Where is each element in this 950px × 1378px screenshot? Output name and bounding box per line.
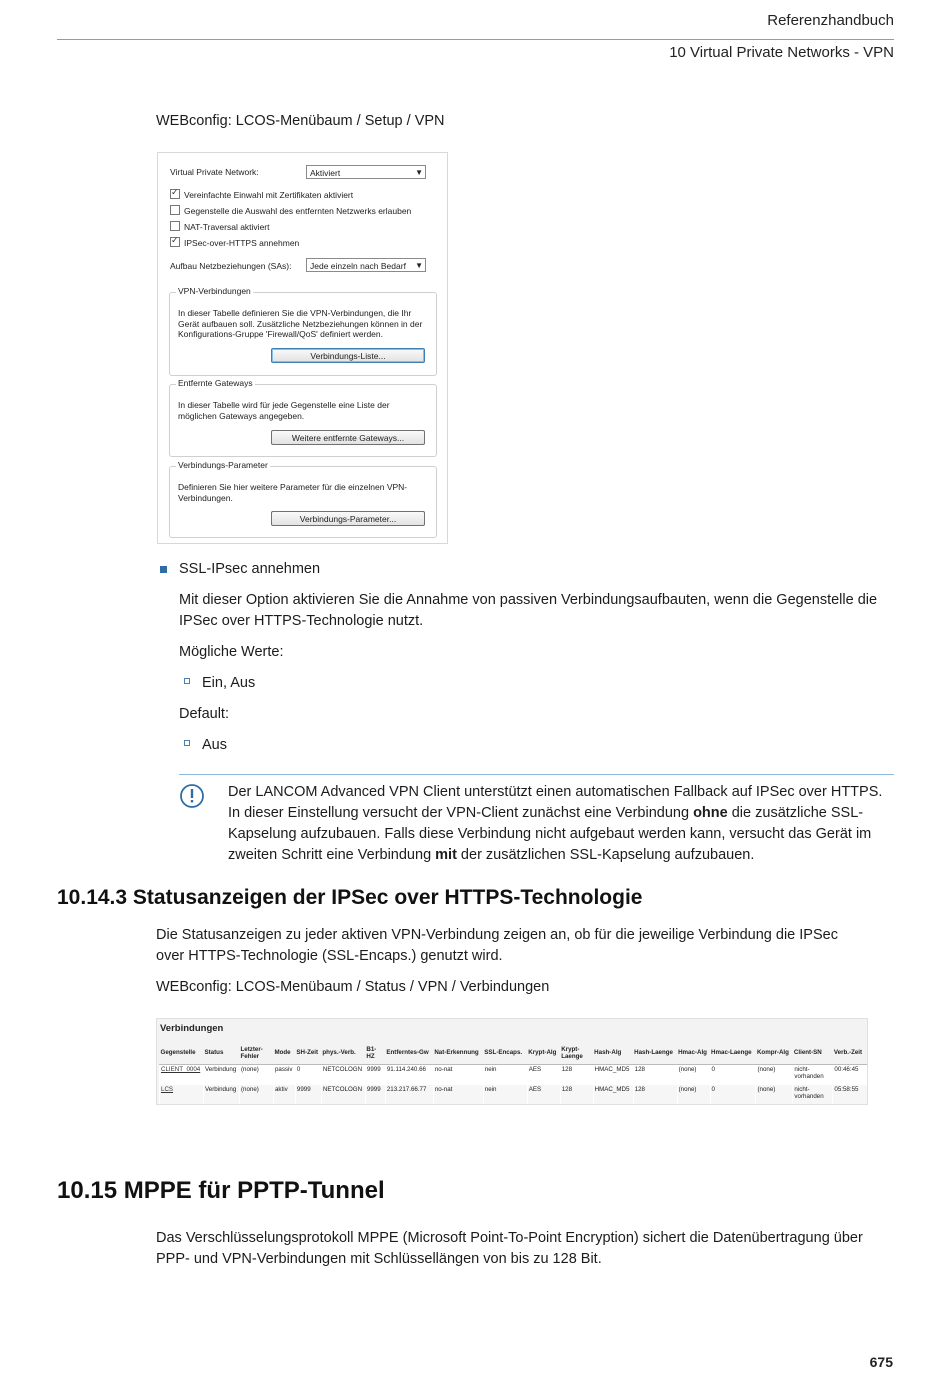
menu-path: WEBconfig: LCOS-Menübaum / Status / VPN / Verbindungen [156,979,550,995]
group-description: Definieren Sie hier weitere Parameter für die einzelnen VPN-Verbindungen. [178,482,408,503]
column-header[interactable]: Verb.-Zeit [833,1041,867,1065]
checkbox-unchecked[interactable] [170,205,180,215]
group-legend: Entfernte Gateways [178,378,253,388]
column-header[interactable]: Client-SN [793,1041,833,1065]
vpn-status-screenshot [156,1018,868,1105]
table-cell: 9999 [295,1085,321,1105]
section-heading: 10.15 MPPE für PPTP-Tunnel [57,1177,385,1204]
group-remote-gateways [169,378,437,457]
default-label: Default: [179,706,229,722]
table-row [160,1065,868,1086]
column-header[interactable]: Krypt-Alg [527,1041,560,1065]
peer-link[interactable]: CLIENT_0004 [160,1065,204,1086]
table-cell: (none) [756,1085,793,1105]
header-divider [57,39,894,40]
column-header[interactable]: B1-HZ [365,1041,385,1065]
table-cell: 0 [710,1065,756,1086]
table-cell: (none) [677,1085,710,1105]
column-header[interactable]: Hash-Laenge [633,1041,677,1065]
table-cell: 9999 [365,1065,385,1086]
table-cell: 00:46:45 [833,1065,867,1086]
menu-path: WEBconfig: LCOS-Menübaum / Setup / VPN [156,113,445,129]
note-text [228,782,896,866]
page-number: 675 [869,1354,893,1370]
default-value: Aus [202,737,227,753]
checkbox-checked[interactable] [170,237,180,247]
section-heading: 10.14.3 Statusanzeigen der IPSec over HTTPS-Technologie [57,886,643,909]
column-header[interactable]: Entferntes-Gw [385,1041,433,1065]
column-header[interactable]: SSL-Encaps. [483,1041,527,1065]
possible-values-label: Mögliche Werte: [179,644,284,660]
note-emphasis: mit [435,847,457,863]
table-cell: aktiv [273,1085,295,1105]
sa-label: Aufbau Netzbeziehungen (SAs): [170,261,292,271]
table-row [160,1085,868,1105]
table-cell: nein [483,1085,527,1105]
group-connection-parameters [169,460,437,538]
table-cell: 91.114.240.66 [385,1065,433,1086]
info-alert-icon [179,783,205,809]
possible-values: Ein, Aus [202,675,256,691]
note-text-part: die zusätzliche SSL-Kapselung aufzubauen. Falls diese Verbindung nicht aufgebaut werden kann, versucht das Gerät im zweiten Schritt eine Verbindung [228,805,872,863]
table-cell: (none) [756,1065,793,1086]
group-legend: VPN-Verbindungen [178,286,251,296]
table-cell: HMAC_MD5 [593,1065,633,1086]
note-divider [179,774,894,775]
column-header[interactable]: Mode [273,1041,295,1065]
checkbox-row[interactable] [170,189,353,200]
column-header[interactable]: Hash-Alg [593,1041,633,1065]
column-header[interactable]: Status [203,1041,239,1065]
table-title: Verbindungen [160,1023,224,1034]
vpn-select[interactable] [306,165,426,179]
note-text-part: Der LANCOM Advanced VPN Client unterstützt einen automatischen Fallback auf IPSec over HTTPS. In dieser Einstellung versucht der VPN-Client zunächst eine Verbindung [228,784,883,821]
table-cell: (none) [677,1065,710,1086]
section-text: Das Verschlüsselungsprotokoll MPPE (Microsoft Point-To-Point Encryption) sichert die Datenübertragung über PPP- und VPN-Verbindungen mit Schlüssellängen von bis zu 128 Bit. [156,1230,863,1267]
chapter-title: 10 Virtual Private Networks - VPN [669,44,894,61]
table-cell: 05:58:55 [833,1085,867,1105]
remote-gateways-button[interactable]: Weitere entfernte Gateways... [271,430,425,445]
table-header-row [160,1041,868,1065]
table-cell: (none) [239,1085,273,1105]
table-cell: nicht-vorhanden [793,1065,833,1086]
column-header[interactable]: phys.-Verb. [321,1041,365,1065]
checkbox-label: NAT-Traversal aktiviert [184,222,270,232]
table-cell: 128 [560,1065,593,1086]
column-header[interactable]: Hmac-Laenge [710,1041,756,1065]
table-cell: HMAC_MD5 [593,1085,633,1105]
table-cell: 9999 [365,1085,385,1105]
section-text: Die Statusanzeigen zu jeder aktiven VPN-Verbindung zeigen an, ob für die jeweilige Verbindung die IPSec over HTTPS-Technologie (SSL-Encaps.) genutzt wird. [156,927,838,964]
group-vpn-connections [169,286,437,376]
table-cell: 0 [295,1065,321,1086]
checkbox-row[interactable] [170,237,299,248]
table-cell: nein [483,1065,527,1086]
table-cell: NETCOLOGN [321,1085,365,1105]
note-text-part: der zusätzlichen SSL-Kapselung aufzubauen. [456,847,755,863]
bullet-hollow-icon [184,678,190,684]
note-emphasis: ohne [693,805,728,821]
vpn-select-value: Aktiviert [310,168,341,178]
table-cell: 213.217.66.77 [385,1085,433,1105]
table-cell: nicht-vorhanden [793,1085,833,1105]
column-header[interactable]: Letzter-Fehler [239,1041,273,1065]
column-header[interactable]: Kompr-Alg [756,1041,793,1065]
group-legend: Verbindungs-Parameter [178,460,268,470]
checkbox-checked[interactable] [170,189,180,199]
peer-link[interactable]: LCS [160,1085,204,1105]
column-header[interactable]: Nat-Erkennung [433,1041,483,1065]
column-header[interactable]: Hmac-Alg [677,1041,710,1065]
table-cell: 0 [710,1085,756,1105]
column-header[interactable]: Gegenstelle [160,1041,204,1065]
bullet-hollow-icon [184,740,190,746]
checkbox-label: IPSec-over-HTTPS annehmen [184,238,300,248]
group-description: In dieser Tabelle definieren Sie die VPN-Verbindungen, die Ihr Gerät aufbauen soll. Zusätzliche Netzbeziehungen können in der Konfigurations-Gruppe 'Firewall/QoS' definiert werden. [178,308,423,339]
checkbox-label: Gegenstelle die Auswahl des entfernten Netzwerks erlauben [184,206,412,216]
vpn-settings-screenshot [157,152,448,544]
table-cell: AES [527,1085,560,1105]
table-cell: Verbindung [203,1065,239,1086]
checkbox-label: Vereinfachte Einwahl mit Zertifikaten aktiviert [184,190,354,200]
checkbox-row[interactable] [170,205,411,216]
chevron-down-icon: ▼ [415,168,423,177]
table-cell: Verbindung [203,1085,239,1105]
option-description: Mit dieser Option aktivieren Sie die Annahme von passiven Verbindungsaufbauten, wenn die Gegenstelle die IPSec over HTTPS-Technologie nutzt. [179,592,878,629]
table-cell: AES [527,1065,560,1086]
group-description: In dieser Tabelle wird für jede Gegenstelle eine Liste der möglichen Gateways angegeben. [178,400,390,421]
table-cell: 128 [633,1065,677,1086]
checkbox-row[interactable] [170,221,270,232]
vpn-label: Virtual Private Network: [170,167,259,177]
connections-table [159,1041,867,1105]
table-cell: (none) [239,1065,273,1086]
table-cell: 128 [560,1085,593,1105]
book-title: Referenzhandbuch [767,12,894,29]
table-cell: passiv [273,1065,295,1086]
bullet-square-icon [160,566,167,573]
table-cell: 128 [633,1085,677,1105]
connection-parameters-button[interactable]: Verbindungs-Parameter... [271,511,425,526]
table-cell: no-nat [433,1065,483,1086]
connection-list-button[interactable]: Verbindungs-Liste... [271,348,425,363]
table-cell: no-nat [433,1085,483,1105]
table-cell: NETCOLOGN [321,1065,365,1086]
checkbox-unchecked[interactable] [170,221,180,231]
chevron-down-icon: ▼ [415,261,423,270]
sa-select[interactable] [306,258,426,272]
sa-select-value: Jede einzeln nach Bedarf [310,261,406,271]
column-header[interactable]: Krypt-Laenge [560,1041,593,1065]
option-title: SSL-IPsec annehmen [179,561,321,577]
column-header[interactable]: SH-Zeit [295,1041,321,1065]
